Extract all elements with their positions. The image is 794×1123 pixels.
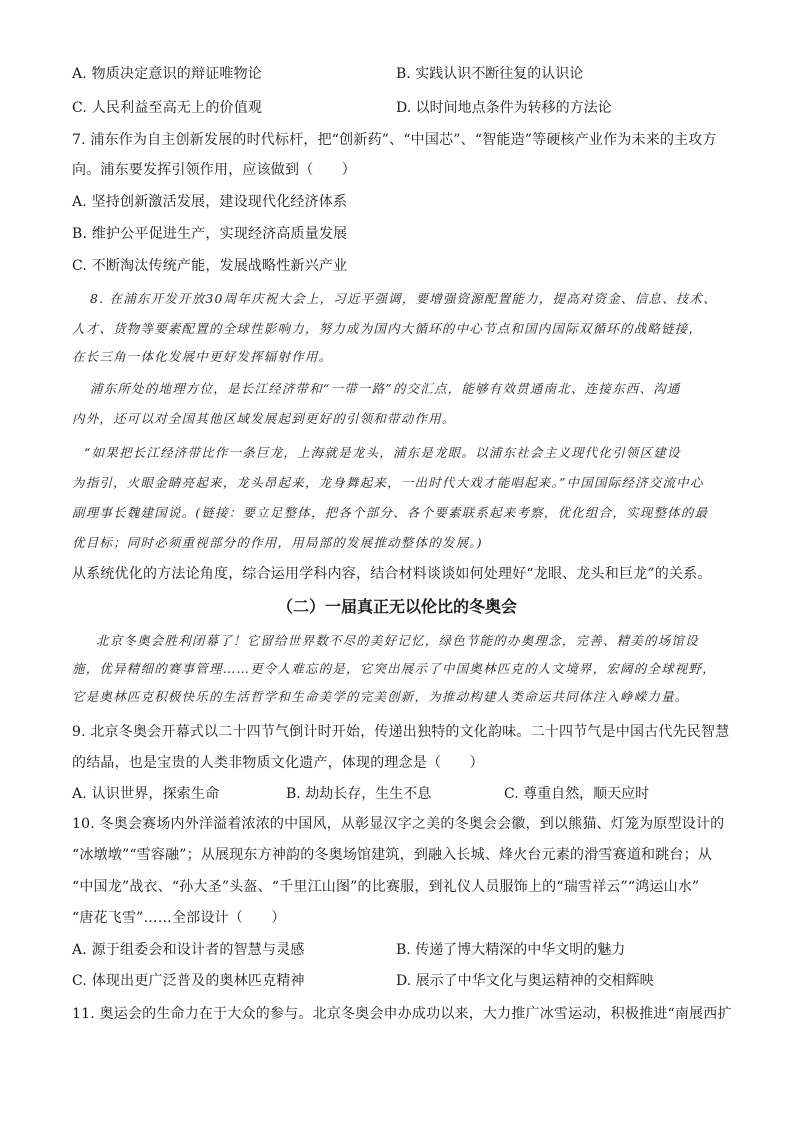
q10-option-d: D. 展示了中华文化与奥运精神的交相辉映 (396, 973, 654, 989)
q10-option-a: A. 源于组委会和设计者的智慧与灵感 (72, 942, 305, 958)
section2-material-line-3: 它是奥林匹克积极快乐的生活哲学和生命美学的完美创新，为推动构建人类命运共同体注入峥嵘力量。 (72, 689, 689, 704)
q11-stem-line-1: 11. 奥运会的生命力在于大众的参与。北京冬奥会申办成功以来，大力推广冰雪运动，积极推进“南展西扩 (72, 1006, 732, 1022)
q6-option-a: A. 物质决定意识的辩证唯物论 (72, 66, 263, 82)
q10-stem-line-3: “中国龙”战衣、“孙大圣”头盔、“千里江山图”的比赛服，到礼仪人员服饰上的“瑞雪祥云”“鸿运山水” (72, 879, 700, 895)
q10-option-b: B. 传递了博大精深的中华文明的魅力 (396, 942, 626, 958)
q8-material-p3-line-2: 为指引，火眼金睛亮起来，龙头昂起来，龙身舞起来，一出时代大戏才能唱起来。”中国国际经济交流中心 (72, 475, 704, 490)
q7-option-b: B. 维护公平促进生产，实现经济高质量发展 (72, 226, 348, 242)
q8-material-p3-line-3: 副理事长魏建国说。(链接：要立足整体，把各个部分、各个要素联系起来考察，优化组合，实现整体的最 (72, 505, 709, 520)
q8-material-p1-line-2: 人才、货物等要素配置的全球性影响力，努力成为国内大循环的中心节点和国内国际双循环的战略链接， (72, 321, 703, 336)
q9-stem-line-2: 的结晶，也是宝贵的人类非物质文化遗产，体现的理念是（ ） (72, 755, 484, 771)
q10-option-c: C. 体现出更广泛普及的奥林匹克精神 (72, 973, 305, 989)
q8-material-p1-line-1: 8. 在浦东开发开放30周年庆祝大会上，习近平强调，要增强资源配置能力，提高对资金、信息、技术、 (90, 291, 717, 306)
q10-stem-line-1: 10. 冬奥会赛场内外洋溢着浓浓的中国风，从彰显汉字之美的冬奥会会徽，到以熊猫、灯笼为原型设计的 (72, 816, 725, 832)
q10-stem-line-4: “唐花飞雪”……全部设计（ ） (72, 910, 286, 926)
section-heading: （二）一届真正无以伦比的冬奥会 (276, 597, 517, 616)
q8-material-p3-line-4: 优目标；同时必须重视部分的作用，用局部的发展推动整体的发展。) (72, 535, 483, 550)
q9-option-b: B. 劫劫长存，生生不息 (286, 786, 432, 802)
q10-stem-line-2: “冰墩墩”“雪容融”；从展现东方神韵的冬奥场馆建筑，到融入长城、烽火台元素的滑雪赛道和跳台；从 (72, 847, 713, 863)
q8-material-p3-line-1: “如果把长江经济带比作一条巨龙，上海就是龙头，浦东是龙眼。以浦东社会主义现代化引领区建设 (84, 445, 681, 460)
q7-stem-line-2: 向。浦东要发挥引领作用，应该做到（ ） (72, 162, 356, 178)
q8-material-p1-line-3: 在长三角一体化发展中更好发挥辐射作用。 (72, 349, 333, 364)
q8-material-p2-line-1: 浦东所处的地理方位，是长江经济带和“一带一路”的交汇点，能够有效贯通南北、连接东西、沟通 (90, 381, 681, 396)
q6-option-c: C. 人民利益至高无上的价值观 (72, 100, 263, 116)
section2-material-line-2: 施，优异精细的赛事管理……更令人难忘的是，它突出展示了中国奥林匹克的人文境界，宏阔的全球视野， (72, 661, 716, 676)
q8-material-p2-line-2: 内外，还可以对全国其他区域发展起到更好的引领和带动作用。 (72, 411, 456, 426)
q6-option-b: B. 实践认识不断往复的认识论 (396, 66, 584, 82)
q7-option-c: C. 不断淘汰传统产能，发展战略性新兴产业 (72, 258, 348, 274)
q7-stem-line-1: 7. 浦东作为自主创新发展的时代标杆，把“创新药”、“中国芯”、“智能造”等硬核产业作为未来的主攻方 (72, 132, 717, 148)
q9-stem-line-1: 9. 北京冬奥会开幕式以二十四节气倒计时开始，传递出独特的文化韵味。二十四节气是中国古代先民智慧 (72, 724, 730, 740)
q9-option-c: C. 尊重自然，顺天应时 (504, 786, 650, 802)
q8-question: 从系统优化的方法论角度，综合运用学科内容，结合材料谈谈如何处理好“龙眼、龙头和巨龙”的关系。 (72, 566, 712, 582)
q9-option-a: A. 认识世界，探索生命 (72, 786, 220, 802)
section2-material-line-1: 北京冬奥会胜利闭幕了！它留给世界数不尽的美好记忆，绿色节能的办奥理念，完善、精美的场馆设 (96, 633, 699, 648)
q6-option-d: D. 以时间地点条件为转移的方法论 (396, 100, 612, 116)
q7-option-a: A. 坚持创新激活发展，建设现代化经济体系 (72, 194, 348, 210)
